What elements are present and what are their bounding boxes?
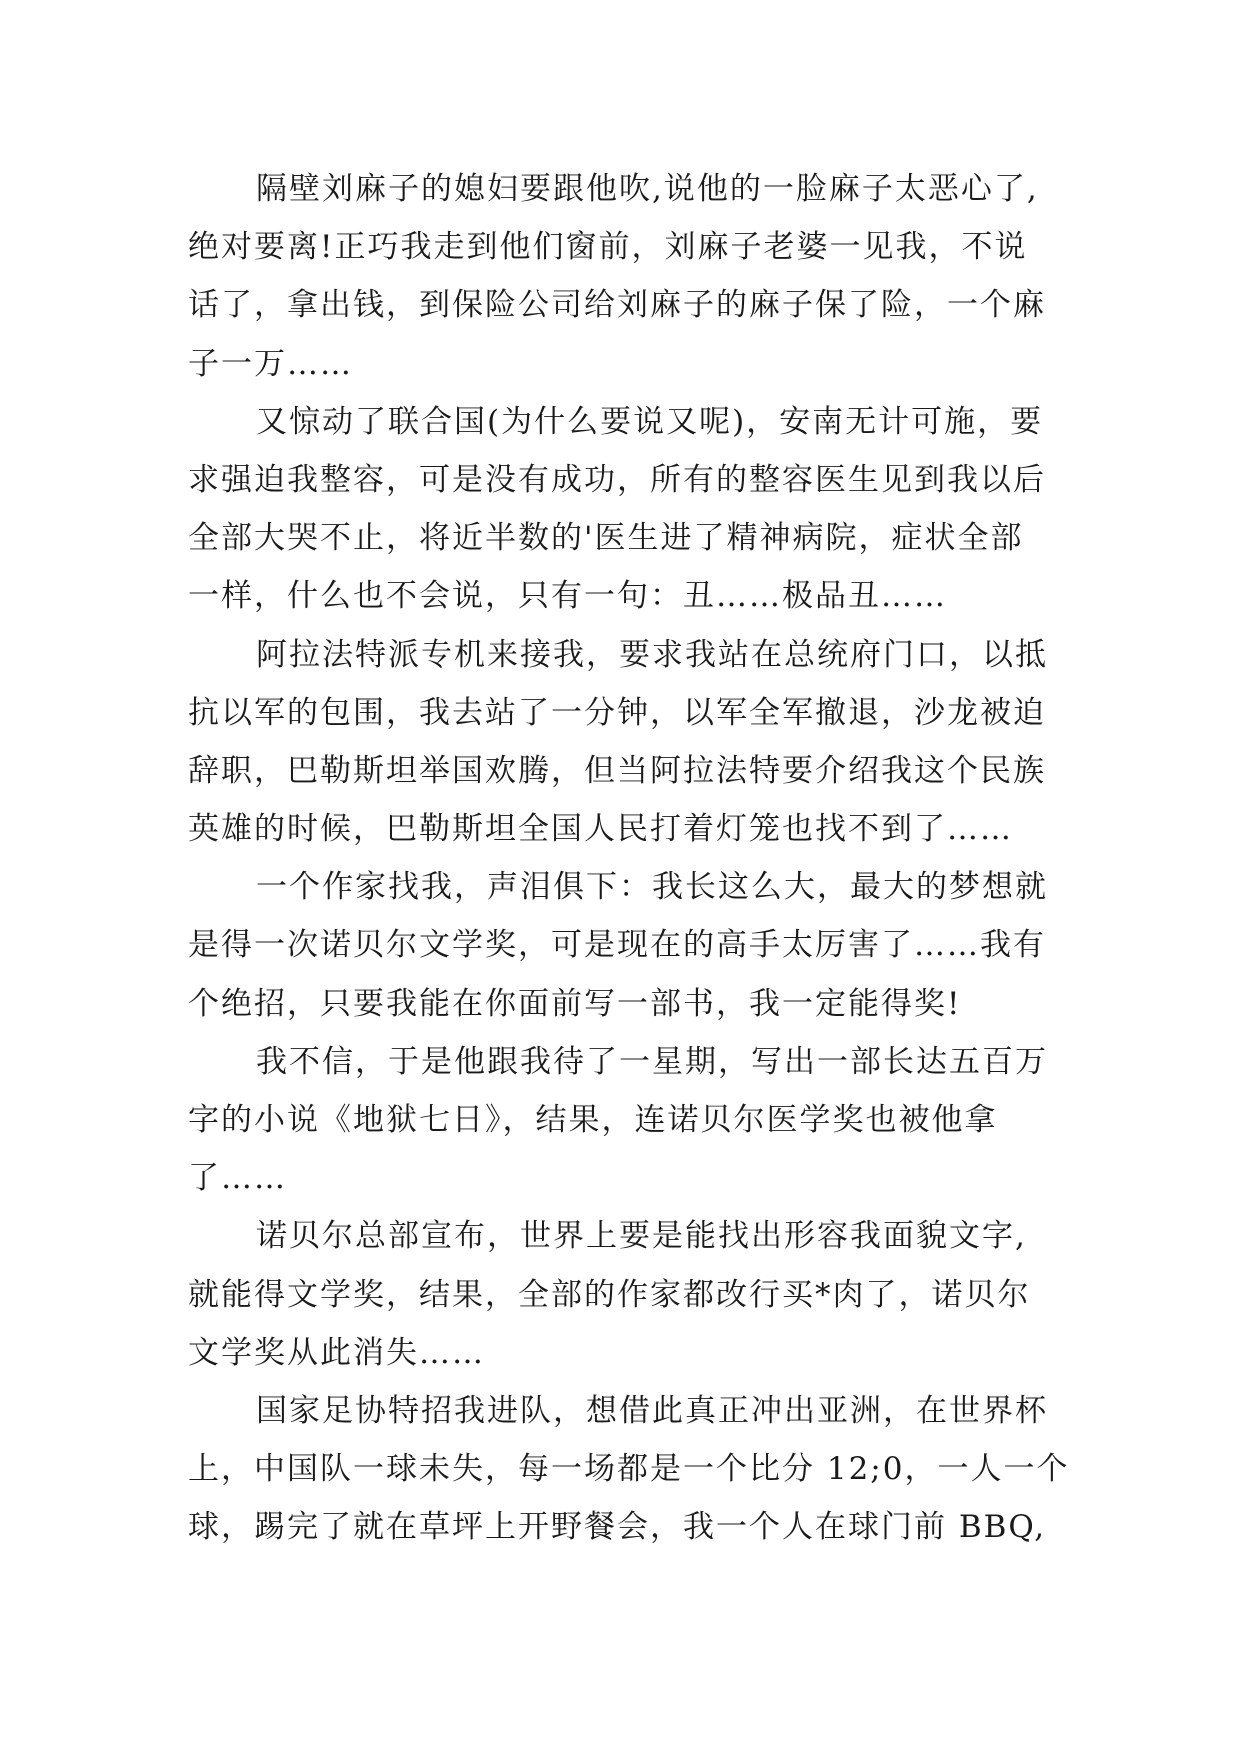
body-text xyxy=(188,160,1068,1557)
paragraph-2 xyxy=(188,393,1068,626)
text-line: 就能得文学奖，结果，全部的作家都改行买*肉了，诺贝尔 xyxy=(188,1276,1031,1313)
text-line: 球，踢完了就在草坪上开野餐会，我一个人在球门前 BBQ, xyxy=(188,1509,1047,1546)
text-line: 诺贝尔总部宣布，世界上要是能找出形容我面貌文字, xyxy=(256,1218,1027,1255)
paragraph-3 xyxy=(188,626,1068,859)
text-line: 我不信，于是他跟我待了一星期，写出一部长达五百万 xyxy=(256,1043,1048,1080)
paragraph-5 xyxy=(188,1033,1068,1208)
text-line: 辞职，巴勒斯坦举国欢腾，但当阿拉法特要介绍我这个民族 xyxy=(188,752,1046,789)
text-line: 一个作家找我，声泪俱下：我长这么大，最大的梦想就 xyxy=(256,869,1048,906)
text-line: 字的小说《地狱七日》，结果，连诺贝尔医学奖也被他拿 xyxy=(188,1102,998,1138)
text-line: 全部大哭不止，将近半数的'医生进了精神病院，症状全部 xyxy=(188,520,1024,557)
text-line: 文学奖从此消失…… xyxy=(188,1334,485,1371)
text-line: 个绝招，只要我能在你面前写一部书，我一定能得奖! xyxy=(188,985,962,1022)
text-line: 是得一次诺贝尔文学奖，可是现在的高手太厉害了……我有 xyxy=(188,927,1046,964)
text-line: 子一万…… xyxy=(188,345,353,382)
text-line: 抗以军的包围，我去站了一分钟，以军全军撤退，沙龙被迫 xyxy=(188,694,1046,731)
text-line: 上，中国队一球未失，每一场都是一个比分 12;0，一人一个 xyxy=(188,1451,1070,1488)
text-line: 求强迫我整容，可是没有成功，所有的整容医生见到我以后 xyxy=(188,461,1046,498)
paragraph-1 xyxy=(188,160,1068,393)
paragraph-7 xyxy=(188,1382,1068,1557)
text-line: 阿拉法特派专机来接我，要求我站在总统府门口，以抵 xyxy=(256,636,1048,673)
paragraph-6 xyxy=(188,1207,1068,1382)
text-line: 了…… xyxy=(188,1160,287,1197)
text-line: 一样，什么也不会说，只有一句：丑……极品丑…… xyxy=(188,578,947,615)
text-line: 绝对要离!正巧我走到他们窗前，刘麻子老婆一见我，不说 xyxy=(188,229,1028,266)
paragraph-4 xyxy=(188,858,1068,1033)
text-line: 又惊动了联合国(为什么要说又呢)，安南无计可施，要 xyxy=(256,403,1044,440)
text-line: 隔壁刘麻子的媳妇要跟他吹,说他的一脸麻子太恶心了, xyxy=(256,171,1039,207)
text-line: 英雄的时候，巴勒斯坦全国人民打着灯笼也找不到了…… xyxy=(188,811,1013,848)
text-line: 国家足协特招我进队，想借此真正冲出亚洲，在世界杯 xyxy=(256,1392,1048,1429)
text-line: 话了，拿出钱，到保险公司给刘麻子的麻子保了险，一个麻 xyxy=(188,287,1046,324)
